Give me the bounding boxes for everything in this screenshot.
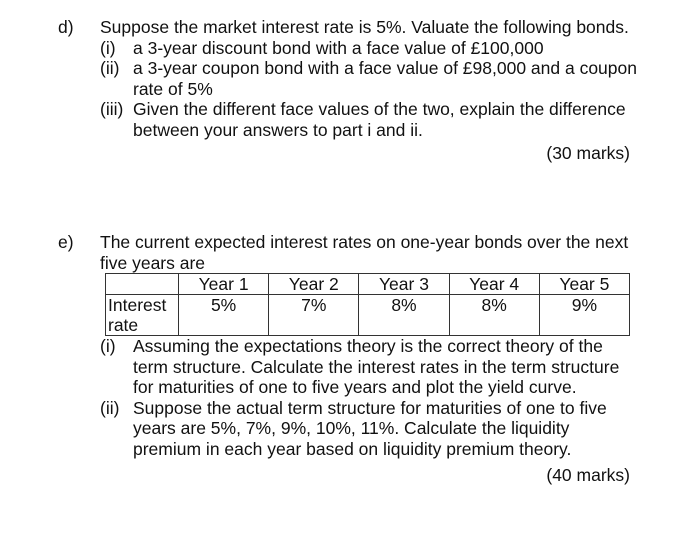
question-d-part-i [100, 38, 638, 59]
table-cell: 8% [449, 295, 539, 336]
question-d-label: d) [58, 17, 74, 37]
table-cell: 8% [359, 295, 449, 336]
question-e [58, 232, 638, 486]
question-e-label: e) [58, 232, 74, 252]
part-number: (ii) [100, 397, 120, 418]
table-header-cell [106, 274, 179, 295]
table-header-cell: Year 2 [269, 274, 359, 295]
table-header-cell: Year 5 [539, 274, 629, 295]
question-e-text: The current expected interest rates on one-year bonds over the next five years are [100, 232, 629, 273]
question-e-marks: (40 marks) [546, 465, 630, 485]
table-header-row [106, 274, 630, 295]
question-d-part-iii [100, 99, 638, 140]
part-number: (i) [100, 336, 116, 356]
table-cell: 9% [539, 295, 629, 336]
part-text: a 3-year discount bond with a face value of £100,000 [133, 37, 544, 58]
question-e-part-ii [100, 398, 638, 460]
table-header-cell: Year 4 [449, 274, 539, 295]
table-cell: 5% [179, 295, 269, 336]
question-e-part-i [100, 336, 638, 398]
part-text: Suppose the actual term structure for maturities of one to five years are 5%, 7%, 9%, 10%, 11%. Calculate the liquidity premium in each year based on liquidity premium theory. [133, 397, 607, 459]
part-text: Given the different face values of the two, explain the difference between your answers to part i and ii. [133, 99, 626, 140]
part-text: Assuming the expectations theory is the correct theory of the term structure. Calculate the interest rates in the term structure for maturities of one to five years and plot the yield curve. [133, 336, 620, 397]
table-cell: 7% [269, 295, 359, 336]
part-number: (ii) [100, 58, 120, 78]
table-row-label: Interest rate [106, 295, 179, 336]
part-text: a 3-year coupon bond with a face value of £98,000 and a coupon rate of 5% [133, 58, 637, 99]
question-d [58, 17, 638, 164]
interest-rate-table [105, 273, 630, 336]
part-number: (iii) [100, 99, 124, 119]
question-d-text: Suppose the market interest rate is 5%. Valuate the following bonds. [100, 17, 629, 37]
table-header-cell: Year 1 [179, 274, 269, 295]
table-row [106, 295, 630, 336]
question-d-marks: (30 marks) [546, 143, 630, 163]
table-header-cell: Year 3 [359, 274, 449, 295]
question-d-part-ii [100, 58, 638, 99]
part-number: (i) [100, 37, 116, 58]
